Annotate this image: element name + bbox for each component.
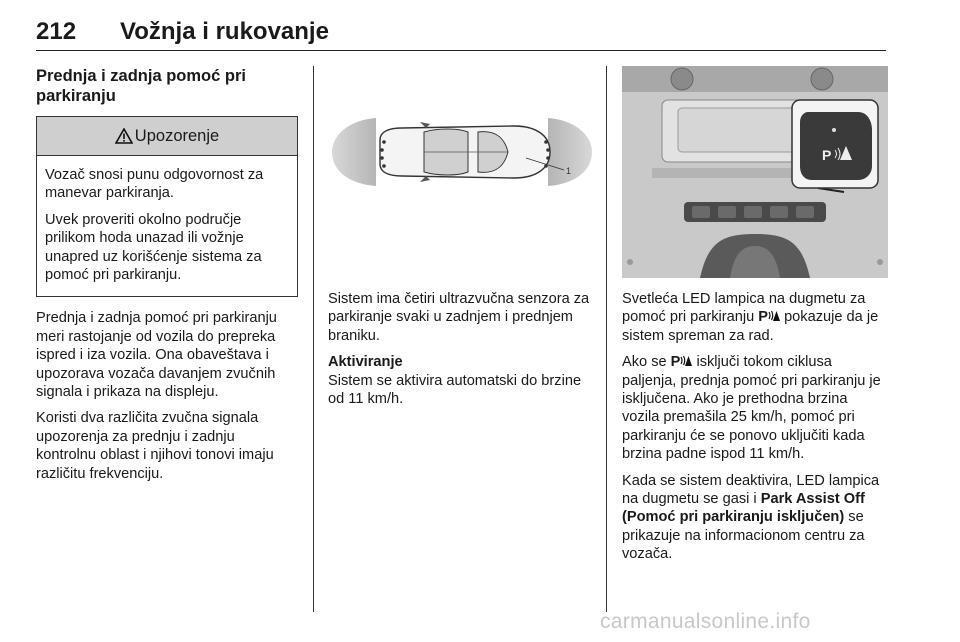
column-3 (622, 66, 888, 572)
park-assist-button-photo (622, 66, 888, 278)
park-assist-icon: P (671, 354, 693, 370)
park-assist-icon: P (758, 309, 780, 325)
column-divider (606, 66, 607, 612)
warning-icon (115, 128, 133, 144)
button-p-label: P (822, 147, 832, 163)
watermark: carmanualsonline.info (600, 610, 811, 633)
subheading-activation: Aktiviranje (328, 354, 403, 371)
paragraph: Sistem ima četiri ultrazvučna senzora za parkiranje svaki u zadnjem i prednjem braniku. (328, 291, 590, 344)
section-title: Prednja i zadnja pomoć pri parkiranju (36, 67, 246, 105)
figure-callout: 1 (566, 166, 572, 176)
warning-box (36, 116, 298, 297)
paragraph: Ako se P isključi tokom ciklusa paljenja, prednja pomoć pri parkiranju je isključena. Ako je prethodna brzina vozila premašila 25 km/h, pomoć pri parkiranju će se ponovo uključiti kada brzina padne ispod 11 km/h. (622, 354, 881, 463)
parking-sensor-illustration (328, 66, 596, 232)
chapter-title: Vožnja i rukovanje (120, 18, 329, 45)
warning-text-2: Uvek proveriti okolno područje prilikom hoda unazad ili vožnje unapred uz korišćenje sistema za pomoć pri parkiranju. (45, 211, 262, 284)
paragraph: Svetleća LED lampica na dugmetu za pomoć pri parkiranju P pokazuje da je sistem spreman za rad. (622, 291, 879, 344)
warning-heading: Upozorenje (134, 126, 220, 145)
column-2 (328, 66, 596, 416)
warning-text-1: Vozač snosi punu odgovornost za manevar parkiranja. (45, 167, 264, 202)
column-1 (36, 66, 298, 491)
warning-header (37, 117, 297, 156)
page-number: 212 (36, 18, 77, 45)
park-assist-off-message: Park Assist Off (Pomoć pri parkiranju isključen) (622, 491, 865, 526)
paragraph: Prednja i zadnja pomoć pri parkiranju meri rastojanje od vozila do prepreka ispred i iza vozila. Ona obaveštava i upozorava vozača davanjem zvučnih signala i prikaza na displeju. (36, 310, 277, 401)
page-header (36, 16, 886, 51)
column-divider (313, 66, 314, 612)
paragraph: Kada se sistem deaktivira, LED lampica na dugmetu se gasi i Park Assist Off (Pomoć pri parkiranju isključen) se prikazuje na informacionom centru za vozača. (622, 472, 880, 563)
paragraph: Koristi dva različita zvučna signala upozorenja za prednju i zadnju kontrolnu oblast i njihovi tonovi imaju različitu frekvenciju. (36, 410, 274, 482)
paragraph: Sistem se aktivira automatski do brzine od 11 km/h. (328, 372, 582, 408)
